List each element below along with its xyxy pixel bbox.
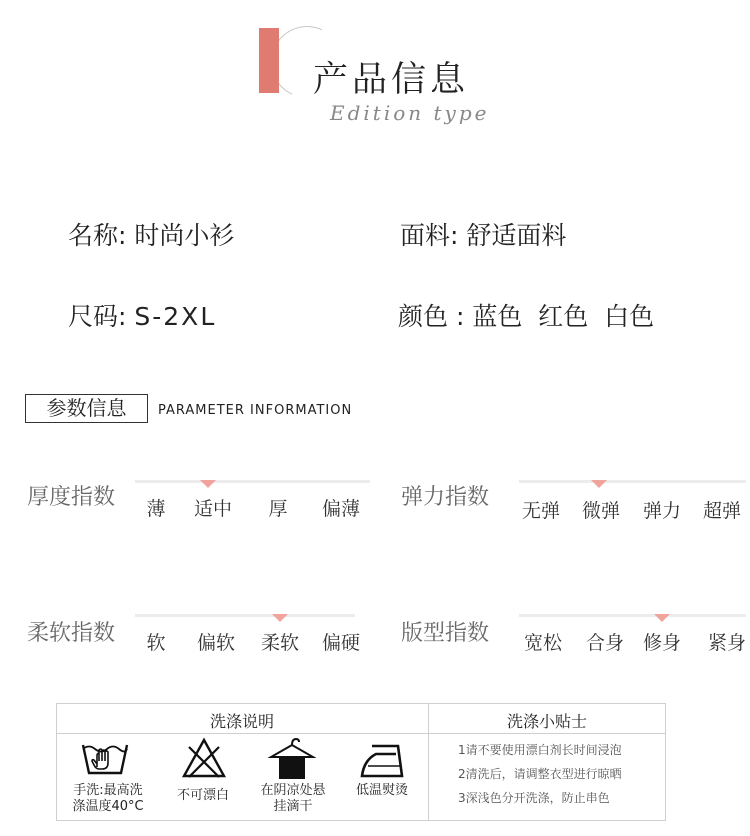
page-subtitle: Edition type: [330, 101, 490, 125]
thickness-selected-marker: [200, 480, 216, 488]
elasticity-scale-label: 弹力指数: [401, 485, 490, 510]
softness-option: 柔软: [260, 632, 300, 654]
product-fabric-value: 舒适面料: [466, 221, 567, 250]
product-size-label: 尺码: [68, 302, 119, 331]
thickness-option: 薄: [146, 498, 166, 520]
softness-option: 偏硬: [321, 632, 361, 654]
parameter-title: 参数信息: [25, 394, 148, 423]
product-size: [68, 297, 216, 333]
low-iron-icon: [358, 740, 408, 780]
parameter-title-en: PARAMETER INFORMATION: [158, 403, 353, 418]
thickness-scale-label: 厚度指数: [27, 485, 116, 510]
elasticity-scale-line: [519, 480, 746, 483]
softness-scale-label: 柔软指数: [27, 621, 116, 646]
product-color-value: 蓝色 红色 白色: [472, 302, 655, 331]
fit-selected-marker: [654, 614, 670, 622]
elasticity-option: 超弹: [702, 500, 742, 522]
washing-tips-title: 洗涤小贴士: [506, 712, 588, 731]
fit-option: 紧身: [707, 632, 747, 654]
elasticity-option: 弹力: [642, 500, 682, 522]
product-fabric-label: 面料: [400, 221, 451, 250]
washing-tip: 2清洗后，请调整衣型进行晾晒: [458, 767, 622, 781]
fit-option: 宽松: [523, 632, 563, 654]
no-bleach-caption: 不可漂白: [176, 788, 230, 803]
hand-wash-caption: 手洗:最高洗 涤温度40°C: [72, 783, 144, 814]
product-size-value: S-2XL: [134, 302, 217, 331]
product-fabric: [400, 216, 566, 252]
table-divider: [56, 733, 666, 734]
softness-scale-line: [135, 614, 355, 617]
washing-instructions-title: 洗涤说明: [209, 712, 275, 731]
product-color: [398, 297, 654, 333]
colon: :: [118, 302, 135, 331]
product-color-label: 颜色: [398, 302, 449, 331]
product-name-value: 时尚小衫: [134, 221, 235, 250]
fit-option: 修身: [642, 632, 682, 654]
hang-dry-caption: 在阴凉处悬 挂滴干: [260, 783, 326, 814]
colon: :: [450, 221, 467, 250]
product-name-label: 名称: [68, 221, 119, 250]
washing-tip: 3深浅色分开洗涤，防止串色: [458, 791, 610, 805]
header-decoration-bar: [259, 28, 279, 93]
colon: :: [118, 221, 135, 250]
elasticity-option: 无弹: [521, 500, 561, 522]
low-iron-caption: 低温熨烫: [355, 783, 409, 798]
colon: :: [448, 302, 473, 331]
no-bleach-icon: [181, 737, 227, 779]
elasticity-option: 微弹: [581, 500, 621, 522]
fit-scale-line: [519, 614, 746, 617]
softness-option: 偏软: [196, 632, 236, 654]
thickness-scale-line: [135, 480, 370, 483]
hand-wash-icon: [80, 739, 130, 779]
table-divider: [428, 703, 429, 821]
softness-selected-marker: [272, 614, 288, 622]
page-title: 产品信息: [313, 60, 470, 100]
product-name: [68, 216, 234, 252]
fit-scale-label: 版型指数: [401, 621, 490, 646]
thickness-option: 适中: [193, 498, 233, 520]
thickness-option: 厚: [268, 498, 288, 520]
elasticity-selected-marker: [591, 480, 607, 488]
softness-option: 软: [146, 632, 166, 654]
thickness-option: 偏薄: [321, 498, 361, 520]
hang-dry-icon: [268, 735, 316, 781]
fit-option: 合身: [585, 632, 625, 654]
washing-tip: 1请不要使用漂白剂长时间浸泡: [458, 743, 622, 757]
